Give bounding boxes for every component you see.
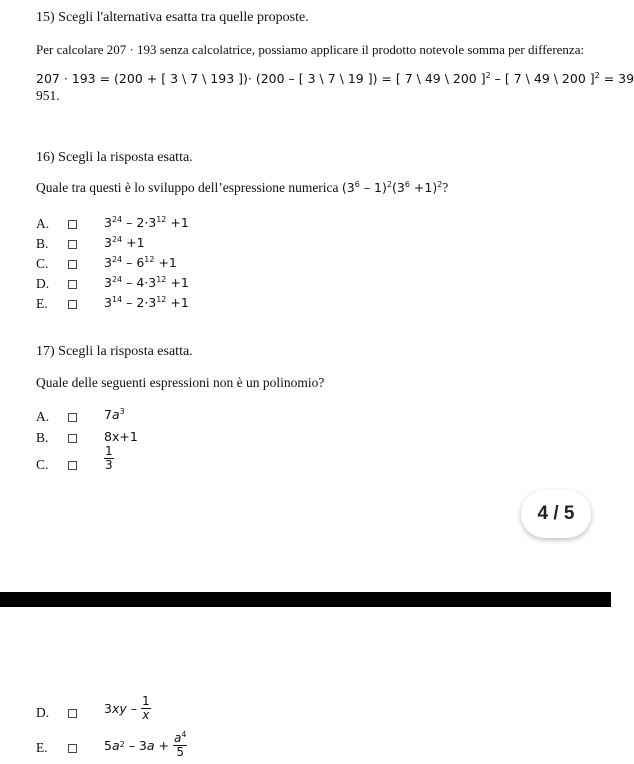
option-letter: A.: [36, 409, 50, 424]
checkbox[interactable]: [68, 280, 77, 289]
q16-question-text: Quale tra questi è lo sviluppo dell’espressione numerica: [36, 180, 339, 195]
q16-title: 16) Scegli la risposta esatta.: [36, 150, 193, 165]
q15-title: 15) Scegli l'alternativa esatta tra quelle proposte.: [36, 10, 309, 25]
option-expression: $3^{14} - 2\cdot 3^{12} +1$: [104, 295, 189, 310]
q17-question: Quale delle seguenti espressioni non è un polinomio?: [36, 375, 325, 390]
option-expression: $3^{24} - 2\cdot 3^{12} +1$: [104, 215, 189, 230]
checkbox[interactable]: [68, 260, 77, 269]
option-letter: D.: [36, 276, 50, 291]
option-expression: 5 a 2 – 3 a + $\frac{a^4}{5}$: [104, 729, 187, 759]
option-letter: A.: [36, 216, 50, 231]
option-expression: $\frac{1}{3}$: [105, 444, 113, 472]
checkbox[interactable]: [68, 709, 77, 718]
option-letter: E.: [36, 296, 48, 311]
checkbox[interactable]: [68, 744, 77, 753]
option-expression: $3^{24} - 4\cdot 3^{12} +1$: [104, 275, 189, 290]
q16-expression: $(3^6 - 1)^2(3^6 +1)^2$: [341, 180, 443, 195]
option-letter: D.: [36, 705, 50, 720]
q17-title: 17) Scegli la risposta esatta.: [36, 344, 193, 359]
option-expression: 3 xy – $\frac{1}{x}$: [104, 693, 150, 722]
q15-eq-part3: = 39: [599, 71, 634, 86]
q15-intro: Per calcolare 207 · 193 senza calcolatrice, possiamo applicare il prodotto notevole somma per differenza:: [36, 42, 585, 57]
option-letter: B.: [36, 430, 49, 445]
checkbox[interactable]: [68, 240, 77, 249]
page-divider: [0, 592, 611, 607]
option-letter: B.: [36, 236, 49, 251]
checkbox[interactable]: [68, 413, 77, 422]
checkbox[interactable]: [68, 434, 77, 443]
checkbox[interactable]: [68, 461, 77, 470]
option-expression: $7a^3$: [104, 407, 125, 422]
q15-eq-part1: 207 · 193 = (200 + [ 3 \ 7 \ 193 ])· (200 – [ 3 \ 7 \ 19 ]) = [ 7 \ 49 \ 200 ]: [36, 71, 486, 86]
option-letter: C.: [36, 457, 49, 472]
option-expression: 8x+1: [104, 429, 138, 444]
q15-eq-exp1: 2: [485, 71, 491, 80]
q15-eq-exp2: 2: [594, 71, 600, 80]
option-expression: $3^{24} +1$: [104, 235, 145, 250]
checkbox[interactable]: [68, 220, 77, 229]
checkbox[interactable]: [68, 300, 77, 309]
option-letter: E.: [36, 740, 48, 755]
q15-eq-part2: – [ 7 \ 49 \ 200 ]: [490, 71, 595, 86]
page-indicator: 4 / 5: [521, 490, 591, 538]
option-letter: C.: [36, 256, 49, 271]
q15-equation-cont: 951.: [36, 88, 60, 103]
q16-question: Quale tra questi è lo sviluppo dell’espressione numerica $(3^6 - 1)^2(3^6 +1)^2$?: [36, 180, 449, 195]
q15-equation: [36, 71, 634, 86]
option-expression: $3^{24} - 6^{12} +1$: [104, 255, 177, 270]
